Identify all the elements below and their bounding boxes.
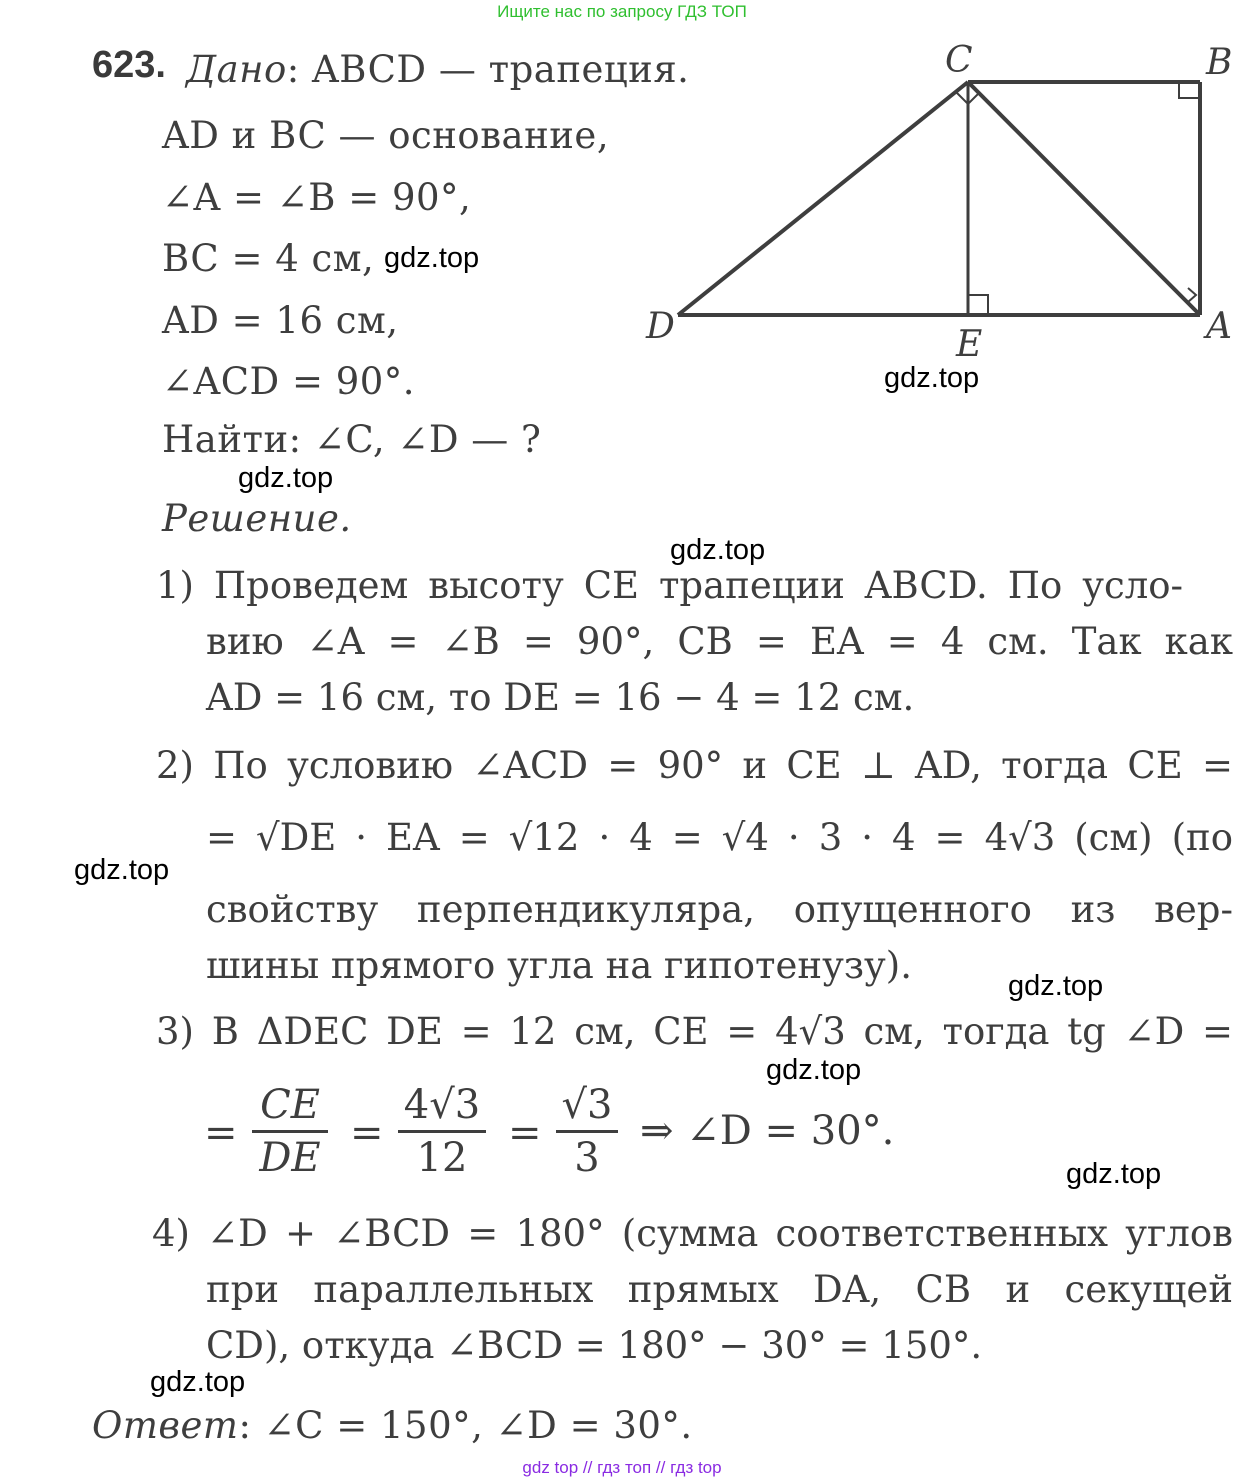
watermark: gdz.top bbox=[1066, 1158, 1162, 1190]
step3-eq3: = bbox=[508, 1110, 542, 1156]
vertex-label-e: E bbox=[956, 324, 983, 365]
side-dc bbox=[678, 82, 968, 315]
step2-line3: свойству перпендикуляра, опущенного из вер- bbox=[206, 888, 1233, 931]
diagonal-ca bbox=[968, 82, 1200, 315]
step3-eq1: = bbox=[204, 1110, 238, 1156]
bottom-banner: gdz top // гдз топ // гдз top bbox=[522, 1458, 722, 1477]
watermark: gdz.top bbox=[238, 462, 334, 494]
fraction-ce-de-den: DE bbox=[259, 1135, 321, 1181]
answer-line bbox=[92, 1404, 693, 1447]
watermark: gdz.top bbox=[1008, 970, 1104, 1002]
step1-line3: AD = 16 см, то DE = 16 − 4 = 12 см. bbox=[206, 676, 915, 719]
fraction-4sqrt3-12-den: 12 bbox=[416, 1135, 468, 1181]
given-line-4: BC = 4 см, bbox=[162, 237, 375, 280]
step4-line2: при параллельных прямых DA, CB и секущей bbox=[206, 1268, 1233, 1311]
fraction-sqrt3-3 bbox=[556, 1082, 618, 1181]
fraction-ce-de-num: CE bbox=[260, 1082, 320, 1128]
given-line-3: ∠A = ∠B = 90°, bbox=[162, 176, 472, 219]
watermark: gdz.top bbox=[150, 1366, 246, 1398]
vertex-label-c: C bbox=[945, 40, 973, 81]
given-text-1: : ABCD — трапеция. bbox=[286, 48, 690, 91]
fraction-4sqrt3-12-num: 4√3 bbox=[403, 1082, 481, 1128]
fraction-ce-de bbox=[252, 1082, 328, 1181]
watermark: gdz.top bbox=[766, 1054, 862, 1086]
vertex-label-b: B bbox=[1206, 42, 1233, 83]
step2-line2: = √DE · EA = √12 · 4 = √4 · 3 · 4 = 4√3 (см) (по bbox=[206, 816, 1233, 859]
vertex-label-a: A bbox=[1206, 306, 1232, 347]
answer-label: Ответ bbox=[92, 1404, 239, 1447]
fraction-4sqrt3-12 bbox=[398, 1082, 486, 1181]
answer-text: : ∠C = 150°, ∠D = 30°. bbox=[238, 1404, 693, 1447]
given-line-5: AD = 16 см, bbox=[162, 299, 399, 342]
step4-line3: CD), откуда ∠BCD = 180° − 30° = 150°. bbox=[206, 1324, 983, 1367]
trapezoid-figure bbox=[640, 40, 1240, 370]
fraction-ce-de-bar bbox=[252, 1130, 328, 1133]
given-line-1 bbox=[186, 48, 689, 91]
step2-line4: шины прямого угла на гипотенузу). bbox=[206, 944, 912, 987]
top-banner: Ищите нас по запросу ГДЗ ТОП bbox=[497, 2, 747, 21]
watermark: gdz.top bbox=[670, 534, 766, 566]
fraction-sqrt3-3-num: √3 bbox=[561, 1082, 613, 1128]
step1-line1: 1) Проведем высоту CE трапеции ABCD. По усло- bbox=[156, 564, 1183, 607]
step3-eq2: = bbox=[350, 1110, 384, 1156]
watermark: gdz.top bbox=[884, 362, 980, 394]
watermark: gdz.top bbox=[74, 854, 170, 886]
solution-heading: Решение. bbox=[162, 497, 352, 540]
given-line-2: AD и BC — основание, bbox=[162, 114, 610, 157]
step2-line1: 2) По условию ∠ACD = 90° и CE ⊥ AD, тогда CE = bbox=[156, 744, 1233, 787]
watermark: gdz.top bbox=[384, 242, 480, 274]
right-angle-b bbox=[1179, 82, 1200, 98]
find-line: Найти: ∠C, ∠D — ? bbox=[162, 418, 542, 461]
problem-number: 623. bbox=[92, 44, 166, 86]
step3-line1: 3) В ΔDEC DE = 12 см, CE = 4√3 см, тогда tg ∠D = bbox=[156, 1010, 1233, 1053]
vertex-label-d: D bbox=[646, 306, 675, 347]
fraction-sqrt3-3-den: 3 bbox=[574, 1135, 600, 1181]
step3-conclusion: ⇒ ∠D = 30°. bbox=[640, 1108, 895, 1154]
given-label: Дано bbox=[186, 48, 287, 91]
fraction-4sqrt3-12-bar bbox=[398, 1130, 486, 1133]
step4-line1: 4) ∠D + ∠BCD = 180° (сумма соответственных углов bbox=[152, 1212, 1233, 1255]
given-line-6: ∠ACD = 90°. bbox=[162, 360, 416, 403]
fraction-sqrt3-3-bar bbox=[556, 1130, 618, 1133]
right-angle-e bbox=[968, 295, 988, 315]
step1-line2: вию ∠A = ∠B = 90°, CB = EA = 4 см. Так как bbox=[206, 620, 1233, 663]
